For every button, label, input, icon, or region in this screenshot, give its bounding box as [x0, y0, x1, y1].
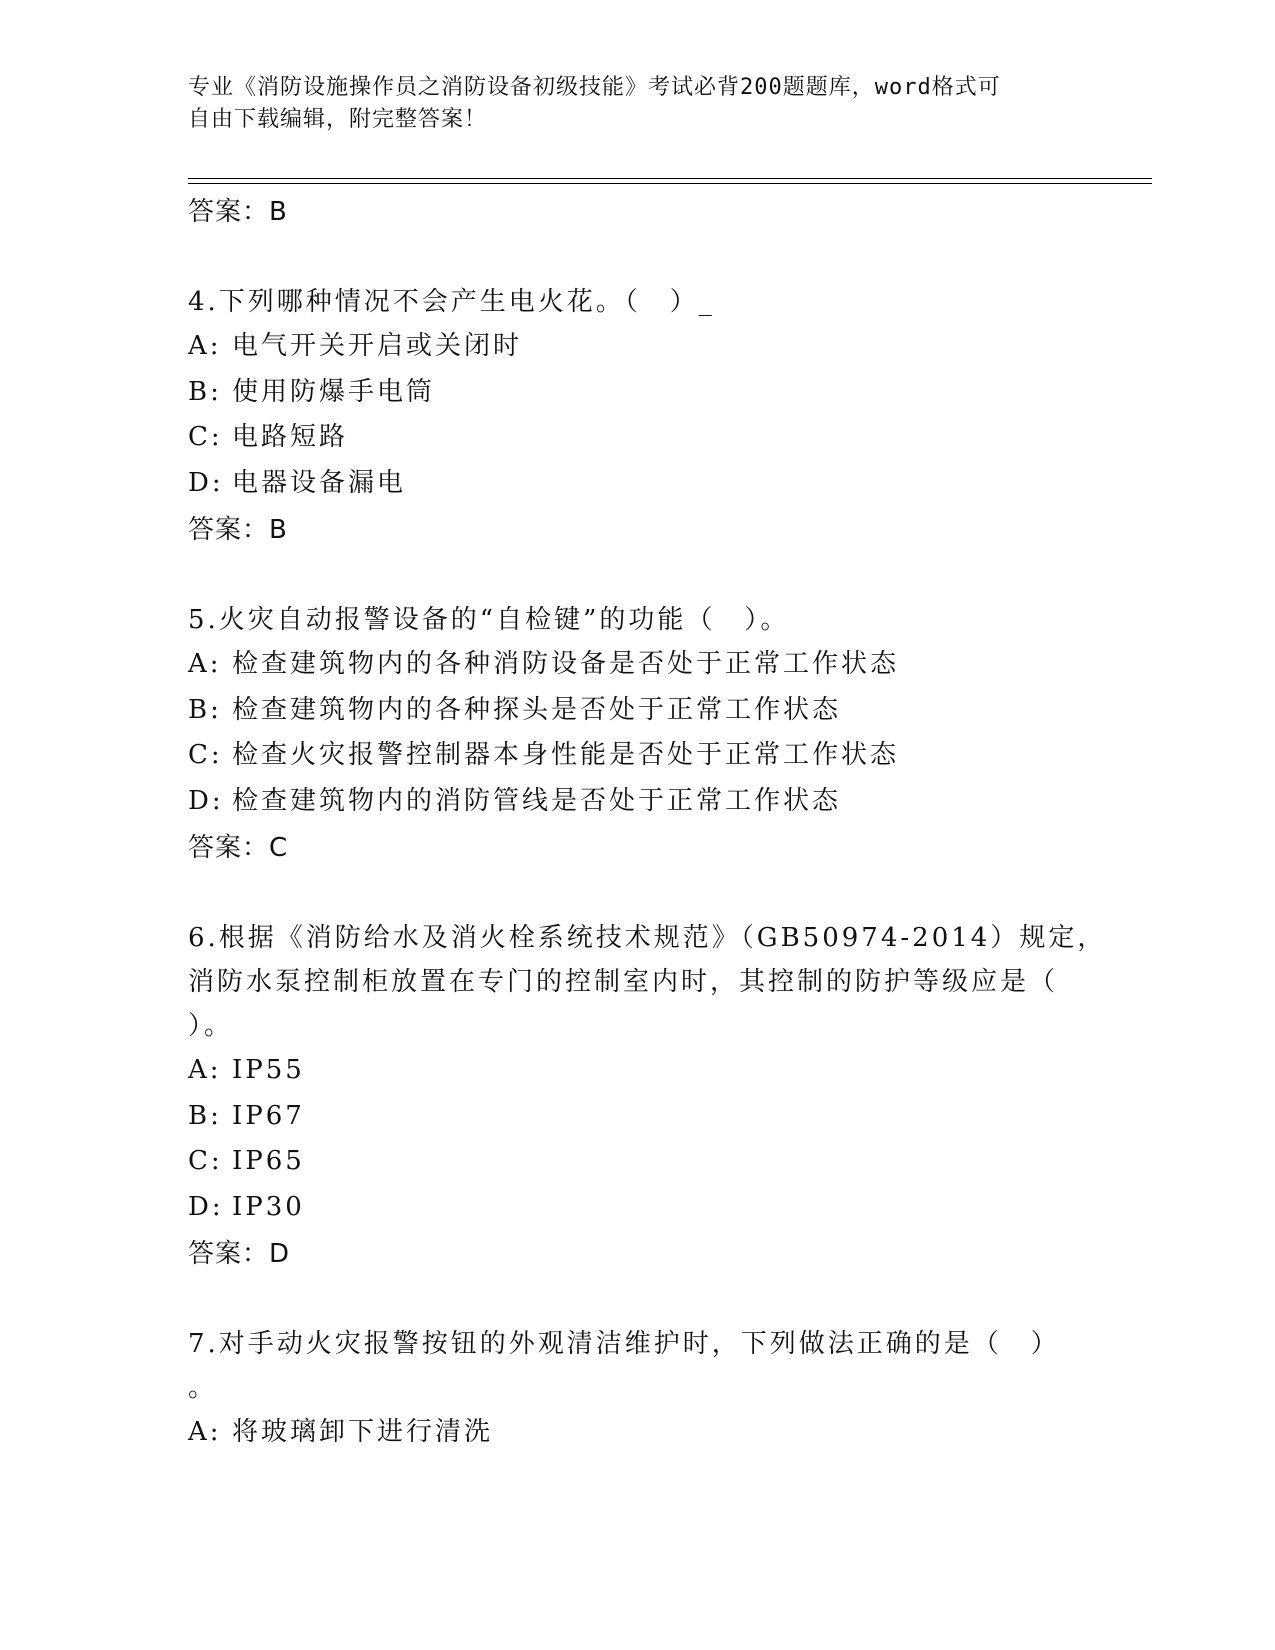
option-letter: C:: [188, 740, 223, 770]
document-header: [188, 72, 1088, 136]
answer-line: 答案：D: [188, 1239, 291, 1269]
option-text: IP65: [232, 1146, 305, 1176]
option-item: [188, 642, 1148, 688]
option-letter: B:: [188, 376, 222, 407]
question-block: [188, 280, 1148, 554]
answer-line: 答案：B: [188, 515, 288, 545]
header-rule: [188, 183, 1152, 184]
option-item: [188, 1094, 1148, 1140]
option-item: [188, 324, 1148, 370]
header-line: 自由下载编辑，附完整答案！: [188, 107, 488, 132]
option-text: 电器设备漏电: [232, 467, 407, 498]
option-text: 检查火灾报警控制器本身性能是否处于正常工作状态: [232, 740, 900, 770]
question-text: 4.下列哪种情况不会产生电火花。（ ）_: [188, 287, 715, 317]
option-letter: A:: [188, 649, 222, 679]
option-letter: D:: [188, 1191, 224, 1222]
option-item: [188, 779, 1148, 825]
option-text: 使用防爆手电筒: [232, 376, 436, 407]
option-letter: A:: [188, 1055, 222, 1085]
option-text: 将玻璃卸下进行清洗: [232, 1417, 494, 1447]
option-item: [188, 415, 1148, 461]
option-text: IP67: [232, 1100, 305, 1131]
option-item: [188, 1048, 1148, 1094]
option-text: 检查建筑物内的各种消防设备是否处于正常工作状态: [232, 649, 900, 679]
header-rule: [188, 178, 1152, 179]
option-text: IP55: [232, 1055, 305, 1085]
option-item: [188, 370, 1148, 416]
option-text: 电路短路: [232, 422, 349, 452]
answer-line: 答案：B: [188, 197, 288, 227]
option-item: [188, 1139, 1148, 1185]
option-letter: C:: [188, 422, 223, 452]
question-text: 6.根据《消防给水及消火栓系统技术规范》（GB50974-2014）规定，: [188, 923, 1107, 953]
question-list: [188, 188, 1148, 1456]
option-item: [188, 1185, 1148, 1231]
option-item: [188, 461, 1148, 507]
answer-line: 答案：C: [188, 833, 289, 863]
header-line: 专业《消防设施操作员之消防设备初级技能》考试必背200题题库，word格式可: [188, 75, 1001, 100]
option-item: [188, 688, 1148, 734]
question-block: [188, 1322, 1148, 1456]
question-text: 。: [188, 1373, 218, 1403]
question-text: ）。: [188, 1011, 234, 1041]
option-letter: C:: [188, 1146, 223, 1176]
option-letter: A:: [188, 1417, 222, 1447]
option-text: 电气开关开启或关闭时: [232, 331, 523, 361]
option-letter: D:: [188, 467, 224, 498]
question-block: [188, 598, 1148, 872]
question-block: [188, 916, 1148, 1278]
option-item: [188, 1410, 1148, 1456]
option-letter: B:: [188, 694, 222, 725]
option-text: 检查建筑物内的消防管线是否处于正常工作状态: [232, 785, 842, 816]
question-text: 7.对手动火灾报警按钮的外观清洁维护时，下列做法正确的是（ ）: [188, 1329, 1060, 1359]
option-text: IP30: [232, 1191, 305, 1222]
option-letter: D:: [188, 785, 224, 816]
question-text: 5.火灾自动报警设备的“自检键”的功能（ ）。: [188, 605, 790, 635]
option-item: [188, 733, 1148, 779]
question-text: 消防水泵控制柜放置在专门的控制室内时，其控制的防护等级应是（: [188, 967, 1059, 997]
option-letter: B:: [188, 1100, 222, 1131]
option-text: 检查建筑物内的各种探头是否处于正常工作状态: [232, 694, 842, 725]
option-letter: A:: [188, 331, 222, 361]
